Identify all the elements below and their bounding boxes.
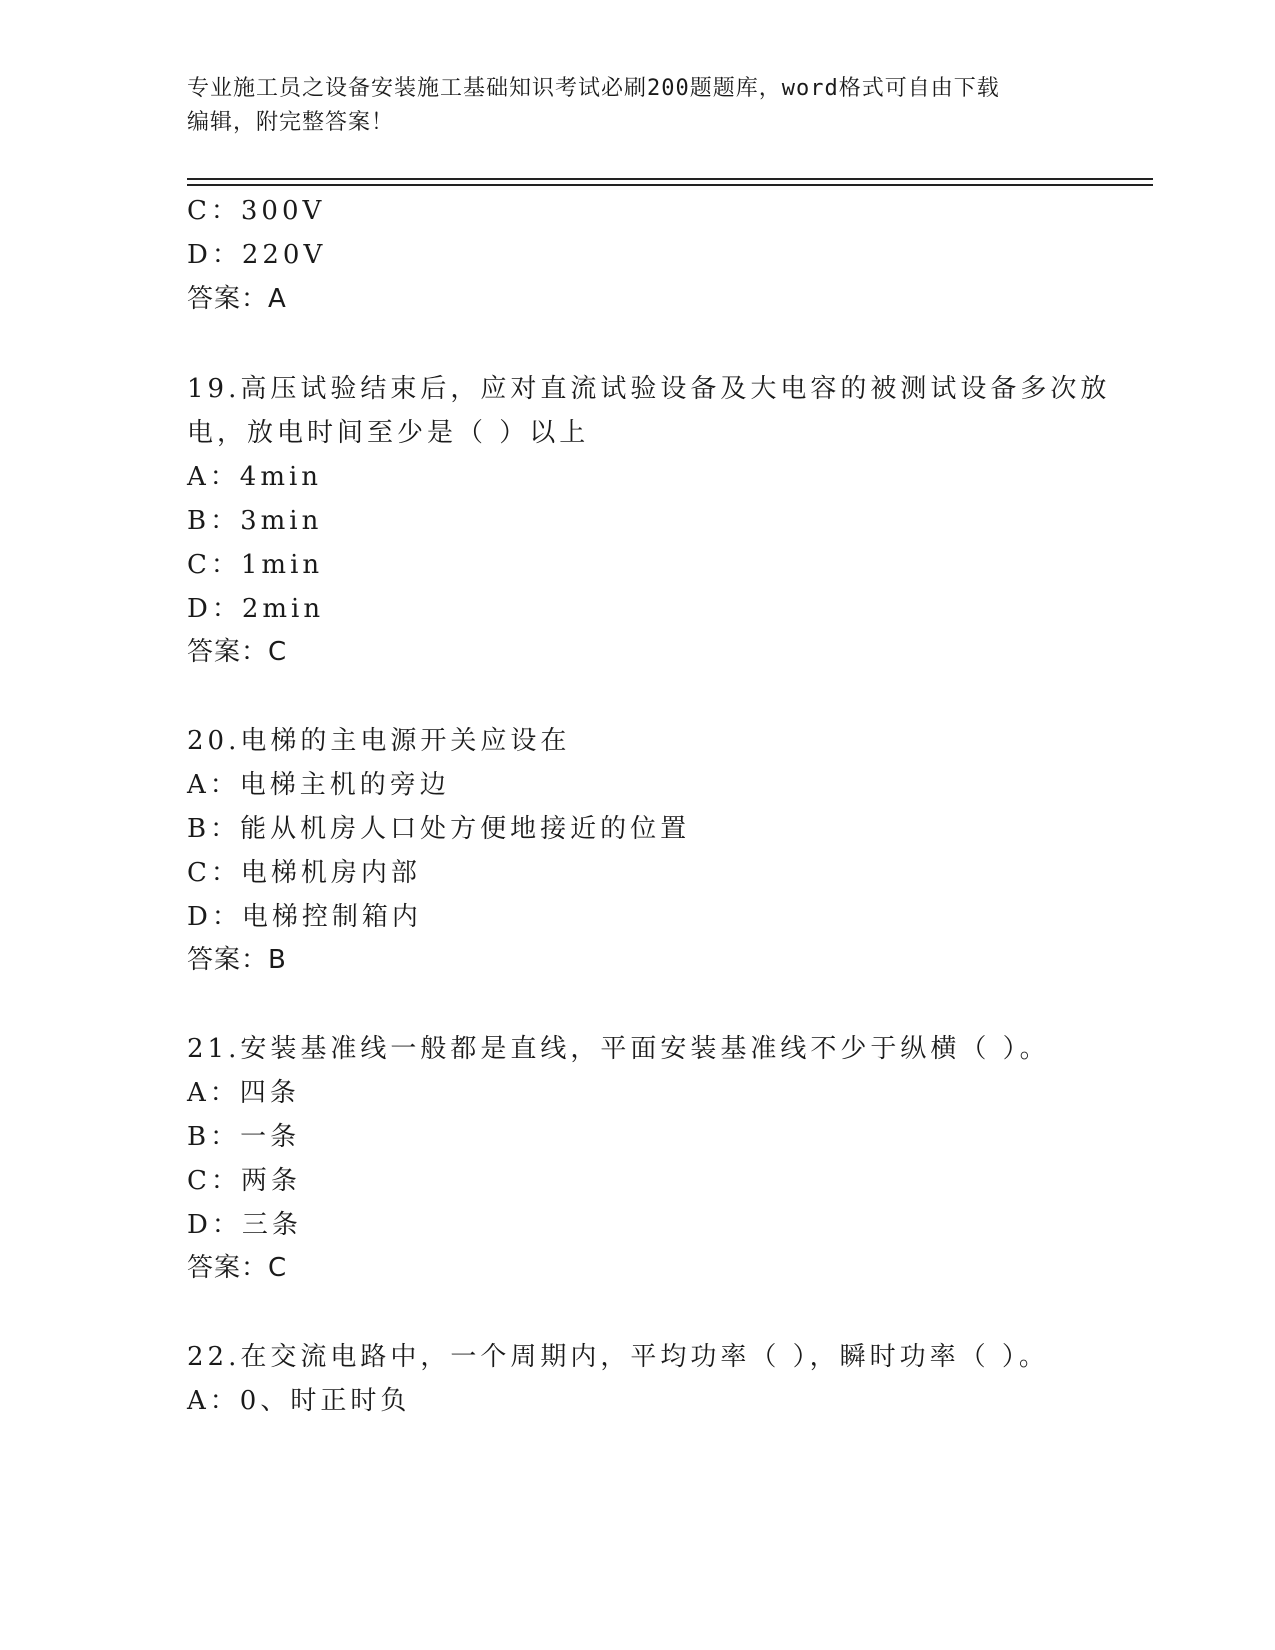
q19-stem-line-1: 19.高压试验结束后，应对直流试验设备及大电容的被测试设备多次放: [187, 374, 1111, 404]
q20-stem: 20.电梯的主电源开关应设在: [187, 726, 571, 756]
header-line-1: 专业施工员之设备安装施工基础知识考试必刷200题题库，word格式可自由下载: [187, 76, 1000, 101]
q22-option-a: A：0、时正时负: [187, 1386, 411, 1416]
q18-option-c: C：300V: [187, 196, 326, 226]
q20-option-a: A：电梯主机的旁边: [187, 770, 450, 800]
q19-option-c: C：1min: [187, 550, 324, 580]
q19-stem-line-2: 电，放电时间至少是（ ）以上: [187, 418, 590, 448]
header-divider-top: [187, 178, 1153, 180]
q21-option-c: C：两条: [187, 1166, 301, 1196]
q18-answer: 答案：A: [187, 284, 287, 314]
q20-option-c: C：电梯机房内部: [187, 858, 421, 888]
q18-option-d: D：220V: [187, 240, 327, 270]
header-divider-bottom: [187, 184, 1153, 186]
q22-stem: 22.在交流电路中，一个周期内，平均功率（ ），瞬时功率（ ）。: [187, 1342, 1049, 1372]
q21-option-a: A：四条: [187, 1078, 300, 1108]
q19-option-d: D：2min: [187, 594, 325, 624]
q21-option-d: D：三条: [187, 1210, 302, 1240]
q20-answer: 答案：B: [187, 945, 287, 975]
q21-answer: 答案：C: [187, 1253, 288, 1283]
q19-option-a: A：4min: [187, 462, 323, 492]
q20-option-b: B：能从机房人口处方便地接近的位置: [187, 814, 691, 844]
document-header: [187, 72, 1077, 140]
q20-option-d: D：电梯控制箱内: [187, 902, 422, 932]
q21-option-b: B：一条: [187, 1122, 301, 1152]
q19-answer: 答案：C: [187, 637, 288, 667]
q19-option-b: B：3min: [187, 506, 323, 536]
q21-stem: 21.安装基准线一般都是直线，平面安装基准线不少于纵横（ ）。: [187, 1034, 1050, 1064]
header-line-2: 编辑，附完整答案！: [187, 110, 395, 135]
